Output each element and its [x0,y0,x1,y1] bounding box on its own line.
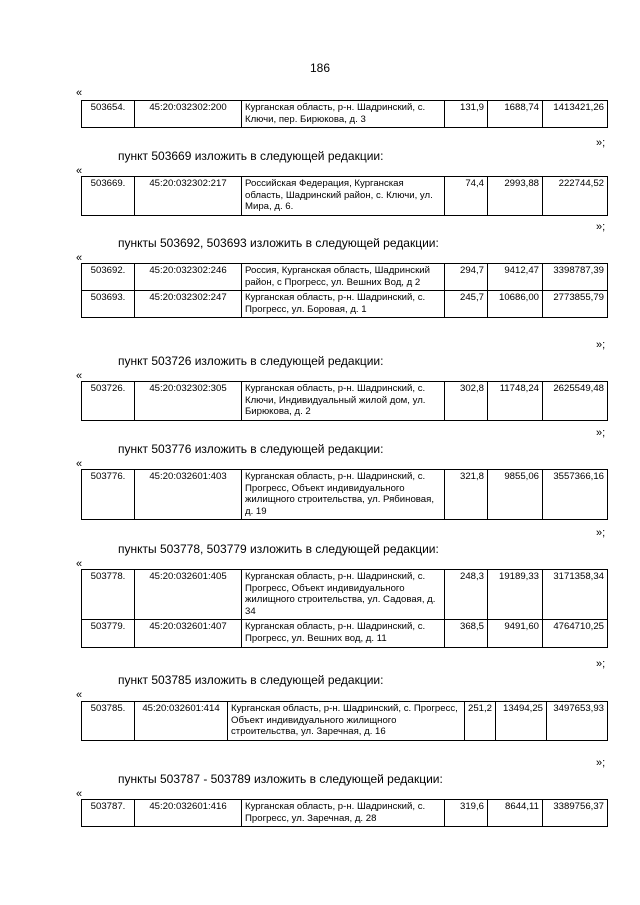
quote-close: »; [596,221,606,233]
quote-open: « [76,87,83,99]
table-row [82,470,608,520]
section-heading: пункты 503778, 503779 изложить в следующей редакции: [118,542,439,556]
address: Курганская область, р-н. Шадринский, с. Прогресс, ул. Вешних вод, д. 11 [242,620,445,647]
row-number: 503726. [82,382,135,421]
page-number: 186 [309,61,331,75]
area: 131,9 [445,101,488,128]
row-number: 503692. [82,264,135,291]
area: 368,5 [445,620,488,647]
registry-table [81,263,608,318]
quote-close: »; [596,339,606,351]
cadastral-value: 3497653,93 [547,702,608,741]
table-row [82,291,608,318]
area: 245,7 [445,291,488,318]
address: Российская Федерация, Курганская область, Шадринский район, с. Ключи, ул. Мира, д. 6. [242,177,445,216]
address: Курганская область, р-н. Шадринский, с. Ключи, пер. Бирюкова, д. 3 [242,101,445,128]
quote-open: « [76,558,83,570]
quote-close: »; [596,527,606,539]
registry-table [81,701,608,741]
address: Курганская область, р-н. Шадринский, с. Прогресс, ул. Заречная, д. 28 [242,800,445,827]
table-row [82,800,608,827]
area: 302,8 [445,382,488,421]
unit-value: 9491,60 [488,620,543,647]
quote-open: « [76,370,83,382]
cadastral-value: 2773855,79 [543,291,608,318]
cadastral-number: 45:20:032302:217 [135,177,242,216]
area: 248,3 [445,570,488,620]
table-row [82,264,608,291]
quote-open: « [76,252,83,264]
area: 319,6 [445,800,488,827]
section-heading: пункт 503776 изложить в следующей редакции: [118,442,384,456]
cadastral-value: 222744,52 [543,177,608,216]
unit-value: 11748,24 [488,382,543,421]
address: Россия, Курганская область, Шадринский район, с Прогресс, ул. Вешних Вод, д 2 [242,264,445,291]
table-row [82,177,608,216]
cadastral-value: 3171358,34 [543,570,608,620]
cadastral-number: 45:20:032601:403 [135,470,242,520]
unit-value: 9855,06 [488,470,543,520]
cadastral-number: 45:20:032302:246 [135,264,242,291]
unit-value: 19189,33 [488,570,543,620]
quote-open: « [76,788,83,800]
address: Курганская область, р-н. Шадринский, с. Прогресс, Объект индивидуального жилищного строительства, ул. Рябиновая, д. 19 [242,470,445,520]
unit-value: 2993,88 [488,177,543,216]
section-heading: пункты 503692, 503693 изложить в следующей редакции: [118,236,439,250]
unit-value: 10686,00 [488,291,543,318]
cadastral-number: 45:20:032302:247 [135,291,242,318]
quote-close: »; [596,137,606,149]
section-heading: пункты 503787 - 503789 изложить в следующей редакции: [118,772,443,786]
table-row [82,702,608,741]
quote-close: »; [596,658,606,670]
registry-table [81,799,608,827]
quote-open: « [76,689,83,701]
section-heading: пункт 503785 изложить в следующей редакции: [118,673,384,687]
area: 74,4 [445,177,488,216]
row-number: 503787. [82,800,135,827]
unit-value: 9412,47 [488,264,543,291]
cadastral-value: 1413421,26 [543,101,608,128]
cadastral-number: 45:20:032302:200 [135,101,242,128]
unit-value: 8644,11 [488,800,543,827]
cadastral-number: 45:20:032601:407 [135,620,242,647]
address: Курганская область, р-н. Шадринский, с. Прогресс, Объект индивидуального жилищного строительства, ул. Садовая, д. 34 [242,570,445,620]
row-number: 503693. [82,291,135,318]
registry-table [81,176,608,216]
cadastral-number: 45:20:032601:414 [135,702,228,741]
registry-table [81,100,608,128]
quote-open: « [76,458,83,470]
cadastral-number: 45:20:032601:416 [135,800,242,827]
row-number: 503654. [82,101,135,128]
cadastral-value: 4764710,25 [543,620,608,647]
section-heading: пункт 503669 изложить в следующей редакции: [118,149,384,163]
address: Курганская область, р-н. Шадринский, с. Прогресс, ул. Боровая, д. 1 [242,291,445,318]
row-number: 503785. [82,702,135,741]
area: 294,7 [445,264,488,291]
row-number: 503778. [82,570,135,620]
cadastral-value: 3389756,37 [543,800,608,827]
cadastral-value: 3398787,39 [543,264,608,291]
registry-table [81,381,608,421]
registry-table [81,469,608,520]
row-number: 503669. [82,177,135,216]
cadastral-number: 45:20:032601:405 [135,570,242,620]
row-number: 503776. [82,470,135,520]
cadastral-number: 45:20:032302:305 [135,382,242,421]
quote-open: « [76,165,83,177]
table-row [82,570,608,620]
registry-table [81,569,608,648]
quote-close: »; [596,427,606,439]
table-row [82,101,608,128]
row-number: 503779. [82,620,135,647]
section-heading: пункт 503726 изложить в следующей редакции: [118,354,384,368]
table-row [82,382,608,421]
area: 251,2 [464,702,495,741]
quote-close: »; [596,757,606,769]
cadastral-value: 2625549,48 [543,382,608,421]
address: Курганская область, р-н. Шадринский, с. Прогресс, Объект индивидуального жилищного строительства, ул. Заречная, д. 16 [228,702,465,741]
area: 321,8 [445,470,488,520]
cadastral-value: 3557366,16 [543,470,608,520]
unit-value: 1688,74 [488,101,543,128]
table-row [82,620,608,647]
address: Курганская область, р-н. Шадринский, с. Ключи, Индивидуальный жилой дом, ул. Бирюкова, д. 2 [242,382,445,421]
unit-value: 13494,25 [496,702,547,741]
